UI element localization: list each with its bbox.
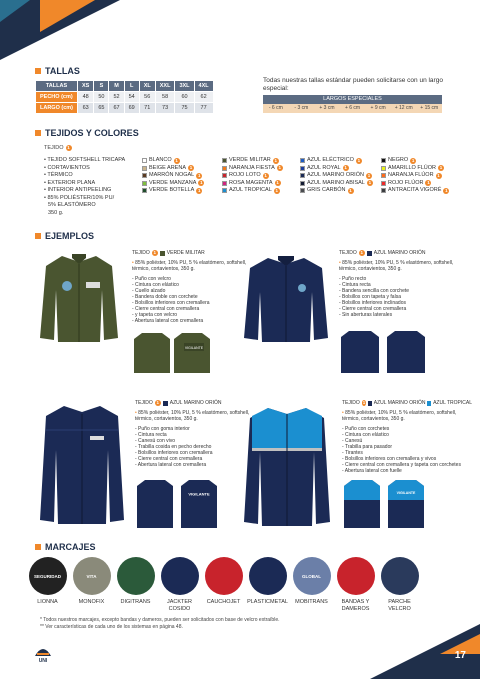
color-name: AZUL ELÉCTRICO: [307, 157, 354, 163]
tejido-number-badge: 1: [349, 187, 352, 193]
jacket-vigilante-text: VIGILANTE: [184, 346, 204, 350]
marcaje-sample-text: SEGURIDAD: [33, 573, 61, 579]
long-sizes-row: [263, 104, 442, 113]
section-bullet: [35, 233, 41, 239]
example-feature: - Abertura lateral con cremallera: [135, 462, 207, 468]
tejido-number-badge: 1: [344, 165, 347, 171]
long-size-value: + 9 cm: [370, 105, 386, 111]
color-column: [381, 157, 449, 195]
size-value-cell: 52: [109, 92, 124, 103]
example-feature: - y tapeta con velcro: [132, 312, 178, 318]
tejido-number-badge: 1: [275, 187, 279, 193]
color-swatch: [381, 158, 386, 163]
tejido-number-badge: 1: [276, 180, 279, 186]
example-feature: - Abertura lateral con cremallera: [132, 318, 204, 324]
tejido-number-badge: 1: [357, 157, 361, 163]
size-value-cell: 62: [194, 92, 213, 103]
brand-logo-icon: [33, 644, 53, 658]
marcaje-badge: [27, 557, 68, 613]
example-feature: - Trabilla para pasador: [342, 444, 393, 450]
marcaje-image: [293, 557, 331, 595]
color-name: VERDE MANZANA: [149, 179, 197, 186]
color-swatch: [300, 166, 305, 171]
example-feature: - Cuello alzado: [132, 288, 166, 294]
sizes-table: [35, 80, 214, 114]
jacket-image-navy-2: [38, 400, 126, 533]
jacket-image-green: [38, 250, 120, 351]
color-option: [222, 165, 283, 173]
color-name: AZUL MARINO ORIÓN: [307, 172, 364, 178]
marcaje-label: CAUCHOJET: [206, 599, 241, 605]
color-swatch: [300, 173, 305, 178]
color-option: [381, 172, 449, 180]
footnote-2: ** Ver características de cada uno de los sistemas en página 48.: [40, 624, 183, 630]
marcaje-image: [381, 557, 419, 595]
size-value-cell: 67: [109, 103, 124, 114]
example-color-name: AZUL MARINO ORIÓN: [169, 400, 222, 406]
composition-bullet: •: [342, 410, 346, 416]
long-size-value: + 15 cm: [420, 105, 439, 111]
color-swatch: [222, 181, 227, 186]
size-header-cell: 3XL: [175, 81, 194, 92]
tejido-number-badge: 1: [189, 165, 193, 171]
fabric-feature: • CORTAVIENTOS: [44, 164, 90, 171]
color-option: [142, 157, 204, 165]
example-features: [339, 276, 469, 318]
example-feature: - Bandera sencilla con corchete: [339, 288, 410, 294]
marcaje-image: [205, 557, 243, 595]
color-option: [381, 180, 449, 188]
color-swatch: [381, 173, 386, 178]
fabric-feature: 5% ELASTÓMERO: [48, 202, 96, 208]
color-swatch: [222, 173, 227, 178]
color-option: [300, 172, 373, 180]
color-option: [142, 165, 204, 173]
color-swatch: [142, 166, 147, 171]
size-value-cell: 54: [124, 92, 139, 103]
example-4: [342, 400, 472, 474]
color-swatch: [381, 166, 386, 171]
color-name: BLANCO: [149, 157, 172, 163]
example-feature: - Bolsillos inferiores con cremallera y vivos: [342, 456, 437, 462]
composition-bullet: •: [135, 410, 139, 416]
example-tejido-number: 1: [362, 400, 366, 405]
marcaje-badge: [247, 557, 288, 613]
tejido-number-badge: 1: [411, 157, 415, 163]
brand-logo: [28, 644, 58, 670]
example-tejido-number: 1: [156, 400, 160, 405]
size-value-cell: 77: [194, 103, 213, 114]
section-title-text: EJEMPLOS: [45, 231, 95, 241]
size-value-cell: 58: [155, 92, 175, 103]
sizes-header-label: TALLAS: [36, 81, 78, 92]
long-sizes-title: LARGOS ESPECIALES: [263, 95, 442, 104]
example-features: [342, 426, 472, 474]
marcaje-sample-text: GLOBAL: [302, 573, 321, 579]
long-size-value: + 3 cm: [319, 105, 335, 111]
size-header-cell: S: [94, 81, 109, 92]
example-feature: - Bolsillos inferiores con cremallera: [135, 450, 213, 456]
jacket-image-navy-tropical: [242, 402, 332, 535]
composition-bullet: •: [339, 260, 343, 266]
marcaje-image: [29, 557, 67, 595]
section-title-ejemplos: [35, 231, 94, 241]
color-name: NARANJA FIESTA: [229, 164, 275, 171]
section-bullet: [35, 544, 41, 550]
marcaje-label: PLASTICMETAL: [247, 599, 288, 605]
example-composition: [342, 410, 472, 422]
color-swatch: [222, 158, 227, 163]
long-size-value: + 12 cm: [394, 105, 413, 111]
color-name: AZUL ROYAL: [307, 164, 341, 171]
marcaje-sample-text: VITA: [86, 573, 97, 579]
jacket-image-navy: [242, 252, 330, 351]
size-header-cell: 4XL: [194, 81, 213, 92]
color-name: ROSA MAGENTA: [229, 179, 273, 186]
size-value-cell: 60: [175, 92, 194, 103]
fabric-feature: • INTERIOR ANTIPEELING: [44, 187, 112, 193]
tejido-number-badge: 1: [367, 172, 371, 178]
jacket-back-navy-tropical: [342, 478, 428, 535]
corner-decoration-top: [0, 0, 120, 60]
marcaje-label: BANDAS Y DAMEROS: [341, 599, 370, 612]
tejido-number-badge: 1: [278, 165, 281, 171]
example-feature: - Cierre central con cremallera: [132, 306, 200, 312]
marcaje-badge: [71, 557, 112, 613]
example-feature: - Bandera doble con corchete: [132, 294, 198, 300]
sizes-row: [36, 103, 214, 114]
jacket-back-navy-2: [135, 478, 221, 535]
color-name: NEGRO: [388, 157, 409, 163]
long-size-value: - 6 cm: [268, 105, 283, 111]
marcajes-badges: [27, 557, 420, 613]
color-name: VERDE BOTELLA: [149, 187, 195, 193]
example-feature: - Puño con velcro: [132, 276, 171, 282]
color-swatch: [381, 188, 386, 193]
color-name: AMARILLO FLÚOR: [388, 164, 436, 171]
color-swatch: [300, 158, 305, 163]
color-name: ROJO FLÚOR: [388, 179, 424, 186]
example-feature: - Bolsillos inferiores con cremallera: [132, 300, 210, 306]
size-value-cell: 75: [175, 103, 194, 114]
section-title-marcajes: [35, 542, 96, 552]
tejido-number-badge: 1: [200, 180, 203, 186]
marcaje-label: MONOFIX: [78, 599, 105, 605]
size-header-cell: XS: [78, 81, 94, 92]
marcaje-image: [73, 557, 111, 595]
tejido-number-badge: 1: [274, 157, 278, 163]
marcaje-badge: [159, 557, 200, 613]
example-tejido-label: TEJIDO: [342, 400, 360, 406]
example-color-swatch: [160, 251, 165, 256]
example-feature: - Cierre central con cremallera: [339, 306, 407, 312]
example-tejido-label: TEJIDO: [135, 400, 153, 406]
example-feature: - Sin aberturas laterales: [339, 312, 393, 318]
example-2: [339, 250, 469, 318]
fabric-feature: 350 g.: [48, 209, 64, 216]
tejido-label: [44, 145, 72, 151]
composition-text: 85% poliéster, 10% PU, 5 % elastómero, softshell, térmico, cortavientos, 350 g.: [339, 260, 454, 272]
color-swatch: [142, 173, 147, 178]
color-option: [222, 172, 283, 180]
example-color-swatch: [163, 401, 168, 406]
marcaje-label: DIGITRANS: [120, 599, 151, 605]
color-option: [300, 165, 373, 173]
example-color-name: VERDE MILITAR: [166, 250, 205, 256]
size-header-cell: M: [109, 81, 124, 92]
color-option: [300, 157, 373, 165]
fabric-feature: • TEJIDO SOFTSHELL TRICAPA: [44, 157, 126, 163]
marcaje-label: MOBITRANS: [295, 599, 328, 605]
footnotes: [40, 617, 280, 631]
marcaje-image: [249, 557, 287, 595]
size-value-cell: 65: [94, 103, 109, 114]
fabric-feature: • TÉRMICO: [44, 172, 73, 178]
example-feature: - Puño con corchetes: [342, 426, 390, 432]
color-option: [142, 187, 204, 195]
sizes-row: [36, 92, 214, 103]
marcaje-badge: [203, 557, 244, 613]
size-value-cell: 56: [139, 92, 155, 103]
size-value-cell: 63: [78, 103, 94, 114]
color-swatch: [222, 166, 227, 171]
size-value-cell: 73: [155, 103, 175, 114]
example-color-name: AZUL MARINO ORIÓN: [373, 400, 426, 406]
jacket-vigilante-text-3: VIGILANTE: [396, 491, 416, 495]
color-option: [381, 157, 449, 165]
size-value-cell: 48: [78, 92, 94, 103]
example-feature: - Cierre central con cremallera y tapeta con corchetes: [342, 462, 461, 468]
tejido-number: 1: [67, 145, 70, 150]
section-title-tallas: [35, 66, 80, 76]
color-name: ROJO LOTO: [229, 172, 261, 178]
size-value-cell: 71: [139, 103, 155, 114]
example-color-name: AZUL MARINO ORIÓN: [373, 250, 426, 256]
color-swatch: [142, 158, 147, 163]
section-title-text: TEJIDOS Y COLORES: [45, 128, 139, 138]
section-title-text: TALLAS: [45, 66, 80, 76]
size-header-cell: XXL: [155, 81, 175, 92]
marcaje-image: [337, 557, 375, 595]
color-option: [222, 187, 283, 195]
example-feature: - Canesú: [342, 438, 363, 444]
example-tejido-number: 1: [360, 250, 364, 255]
example-feature: - Cintura recta: [339, 282, 371, 288]
example-feature: - Puño con goma interior: [135, 426, 190, 432]
tejido-number-badge: 1: [264, 172, 267, 178]
marcaje-badge: [335, 557, 376, 613]
footnote-1: * Todos nuestros marcajes, excepto bandas y dameros, pueden ser solicitados con base de velcro extraíble.: [40, 617, 280, 623]
color-option: [142, 180, 204, 188]
color-name: ANTRACITA VIGORÉ: [388, 187, 442, 193]
fabric-feature: • EXTERIOR PLANA: [44, 179, 96, 186]
marcaje-label: LIONNA: [37, 599, 58, 605]
section-bullet: [35, 130, 41, 136]
size-header-cell: XL: [139, 81, 155, 92]
color-swatch: [222, 188, 227, 193]
example-composition: [339, 260, 469, 272]
marcaje-label: PARCHE VELCRO: [388, 599, 411, 612]
example-color-swatch: [367, 251, 372, 256]
marcaje-badge: [291, 557, 332, 613]
marcaje-image: [161, 557, 199, 595]
marcaje-badge: [115, 557, 156, 613]
composition-text: 85% poliéster, 10% PU, 5 % elastómero, softshell, térmico, cortavientos, 350 g.: [132, 260, 247, 272]
example-feature: - Tirantes: [342, 450, 363, 456]
size-value-cell: 69: [124, 103, 139, 114]
example-feature: - Bolsillos con tapeta y falsa: [339, 294, 401, 300]
tejido-number-badge: 1: [175, 157, 178, 163]
color-option: [222, 157, 283, 165]
composition-text: 85% poliéster, 10% PU, 5 % elastómero, softshell, térmico, cortavientos, 350 g.: [135, 410, 250, 422]
composition-bullet: •: [132, 260, 136, 266]
section-title-tejidos: [35, 128, 139, 138]
tejido-number-badge: 1: [368, 180, 372, 186]
marcaje-label: JACKTER COSIDO: [166, 599, 193, 612]
page-number: 17: [454, 650, 466, 661]
color-name: NARANJA FLÚOR: [388, 172, 434, 178]
color-option: [222, 180, 283, 188]
example-header: [339, 250, 469, 256]
color-option: [381, 165, 449, 173]
fabric-features: [44, 157, 134, 217]
example-color-name: AZUL TROPICAL: [433, 400, 472, 406]
section-title-text: MARCAJES: [45, 542, 96, 552]
tejido-number-badge: 1: [427, 180, 430, 186]
jacket-back-navy: [339, 329, 427, 380]
color-swatch: [381, 181, 386, 186]
example-feature: - Cintura con elástico: [132, 282, 179, 288]
color-name: MARRÓN NOGAL: [149, 172, 195, 178]
color-swatch: [300, 181, 305, 186]
color-option: [300, 180, 373, 188]
color-name: VERDE MILITAR: [229, 157, 271, 163]
example-feature: - Puño recto: [339, 276, 367, 282]
example-tejido-number: 1: [153, 250, 157, 255]
long-size-value: + 6 cm: [344, 105, 361, 111]
long-sizes-box: [263, 95, 442, 113]
example-feature: - Cierre central con cremallera: [135, 456, 203, 462]
color-column: [142, 157, 204, 195]
color-name: AZUL TROPICAL: [229, 187, 272, 193]
color-swatch: [300, 188, 305, 193]
example-color-swatch: [368, 401, 372, 406]
size-value-cell: 50: [94, 92, 109, 103]
tejido-number-badge: 1: [445, 187, 448, 193]
example-tejido-label: TEJIDO: [132, 250, 150, 256]
sizes-row-label: PECHO (cm): [36, 92, 78, 103]
color-column: [300, 157, 373, 195]
sizes-row-label: LARGO (cm): [36, 103, 78, 114]
tejido-label-text: TEJIDO: [44, 145, 64, 151]
color-name: GRIS CARBÓN: [307, 187, 346, 193]
example-feature: - Bolsillos inferiores inclinados: [339, 300, 406, 306]
example-feature: - Canesú con vivo: [135, 438, 176, 444]
size-header-cell: L: [124, 81, 139, 92]
example-feature: - Trabilla cosida en pecho derecho: [135, 444, 212, 450]
tejido-number-badge: 1: [197, 187, 201, 193]
example-feature: - Abertura lateral con fuelle: [342, 468, 402, 474]
color-option: [300, 187, 373, 195]
example-color-swatch: [427, 401, 431, 406]
brand-logo-text: UNI: [38, 658, 48, 664]
long-size-value: - 3 cm: [294, 105, 309, 111]
tejido-number-badge: 1: [439, 165, 443, 171]
color-swatch: [142, 181, 147, 186]
fabric-feature: • 85% POLIÉSTER/10% PU/: [44, 194, 115, 201]
color-option: [142, 172, 204, 180]
jacket-back-green: [132, 331, 214, 380]
example-feature: - Cintura con elástico: [342, 432, 389, 438]
color-swatch: [142, 188, 147, 193]
composition-text: 85% poliéster, 10% PU, 5 % elastómero, softshell, térmico, cortavientos, 350 g.: [342, 410, 457, 422]
color-name: AZUL MARINO ABISAL: [307, 179, 365, 186]
example-feature: - Cintura recta: [135, 432, 167, 438]
jacket-vigilante-text-2: VIGILANTE: [188, 491, 210, 497]
marcaje-badge: [379, 557, 420, 613]
example-tejido-label: TEJIDO: [339, 250, 357, 256]
tejido-number-badge: 1: [197, 172, 201, 178]
color-option: [381, 187, 449, 195]
marcaje-image: [117, 557, 155, 595]
tejido-number-badge: 1: [437, 172, 440, 178]
color-column: [222, 157, 283, 195]
sizes-note: Todas nuestras tallas estándar pueden solicitarse con un largo especial:: [263, 77, 443, 92]
color-name: BEIGE ARENA: [149, 164, 186, 171]
section-bullet: [35, 68, 41, 74]
example-header: [342, 400, 472, 406]
